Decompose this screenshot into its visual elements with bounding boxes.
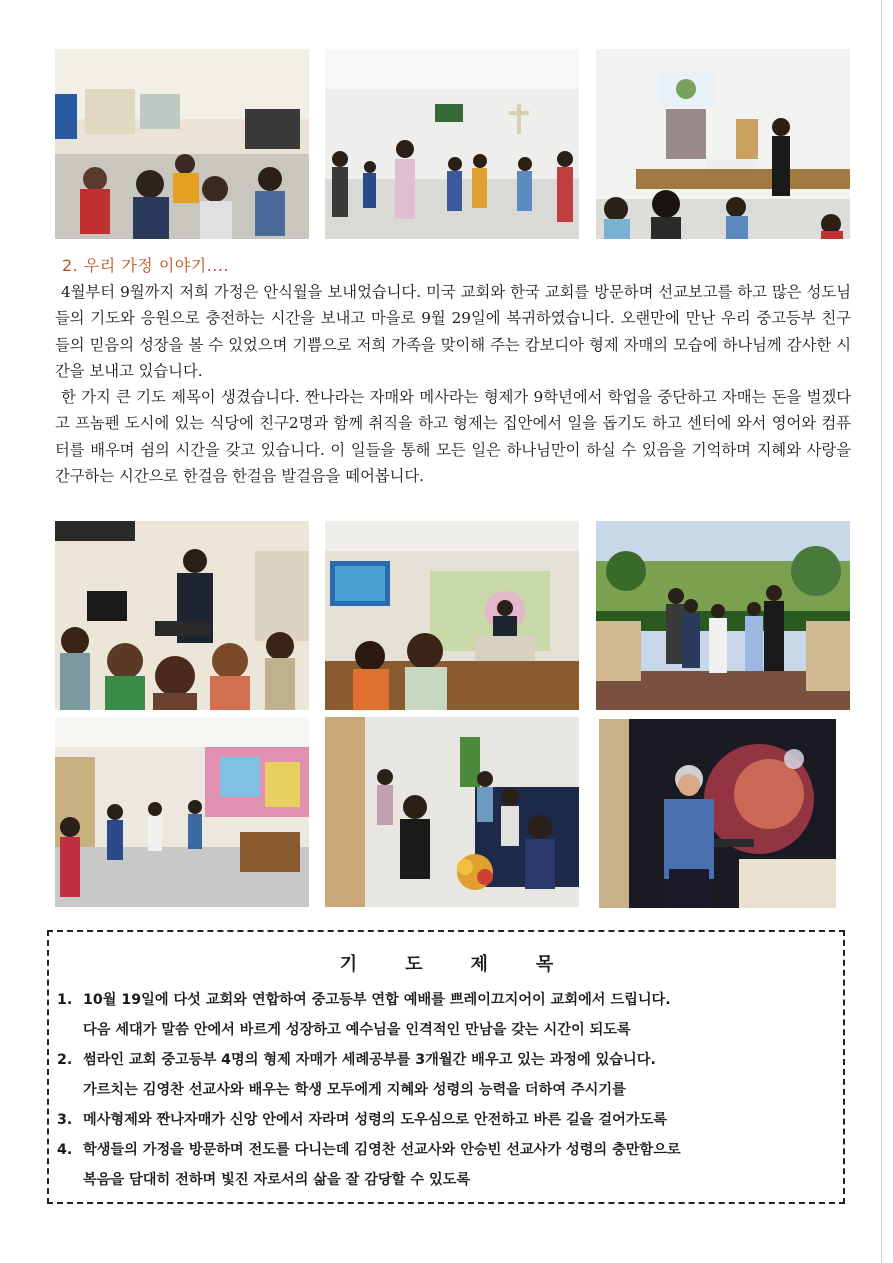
photo-stage-speaker — [596, 49, 850, 239]
prayer-item-number: 1. — [57, 992, 73, 1008]
prayer-item-line: 복음을 담대히 전하며 빛진 자로서의 삶을 잘 감당할 수 있도록 — [83, 1172, 471, 1188]
prayer-item-3 — [57, 1105, 842, 1135]
photo-pastor-preaching — [599, 719, 836, 908]
prayer-item-4 — [57, 1135, 842, 1195]
prayer-item-number: 4. — [57, 1142, 73, 1158]
prayer-item-1 — [57, 985, 842, 1045]
photo-classroom-gathering — [55, 49, 309, 239]
prayer-item-number: 3. — [57, 1112, 73, 1128]
photo-church-service — [325, 521, 579, 710]
prayer-title: 기도제목 — [339, 954, 602, 975]
prayer-item-line: 가르치는 김영찬 선교사와 배우는 학생 모두에게 지혜와 성령의 능력을 더하여 주시기를 — [83, 1082, 626, 1098]
story-body — [55, 279, 851, 489]
photo-children-worship — [325, 49, 579, 239]
photo-pastor-speaking — [55, 521, 309, 710]
prayer-item-2 — [57, 1045, 842, 1105]
photo-home-bible-study — [325, 717, 579, 907]
photo-living-room-meeting — [55, 717, 309, 907]
prayer-item-line: 썸라인 교회 중고등부 4명의 형제 자매가 세례공부를 3개월간 배우고 있는 과정에 있습니다. — [83, 1052, 656, 1068]
story-paragraph-2: 한 가지 큰 기도 제목이 생겼습니다. 짠나라는 자매와 메사라는 형제가 9학년에서 학업을 중단하고 자매는 돈을 벌겠다고 프놈펜 도시에 있는 식당에 친구2명과 함께 취직을 하고 형제는 집안에서 일을 돕기도 하고 센터에 와서 영어와 컴퓨터를 배우며 쉼의 시간을 갖고 있습니다. 이 일들을 통해 모든 일은 하나님만이 하실 수 있음을 기억하며 지혜와 사랑을 간구하는 시간으로 한걸음 한걸음 발걸음을 떼어봅니다. — [55, 388, 851, 486]
prayer-item-line: 10월 19일에 다섯 교회와 연합하여 중고등부 연합 예배를 쁘레이끄지어이 교회에서 드립니다. — [83, 992, 671, 1008]
prayer-item-line: 메사형제와 짠나자매가 신앙 안에서 자라며 성령의 도우심으로 안전하고 바른 길을 걸어가도록 — [83, 1112, 667, 1128]
section-heading: 2. 우리 가정 이야기.... — [62, 256, 230, 275]
prayer-item-line: 다음 세대가 말씀 안에서 바르게 성장하고 예수님을 인격적인 만남을 갖는 시간이 되도록 — [83, 1022, 631, 1038]
photo-family-outdoor — [596, 521, 850, 710]
prayer-item-line: 학생들의 가정을 방문하며 전도를 다니는데 김영찬 선교사와 안승빈 선교사가 성령의 충만함으로 — [83, 1142, 681, 1158]
prayer-item-number: 2. — [57, 1052, 73, 1068]
prayer-list — [57, 985, 842, 1195]
story-paragraph-1: 4월부터 9월까지 저희 가정은 안식월을 보내었습니다. 미국 교회와 한국 교회를 방문하며 선교보고를 하고 많은 성도님들의 기도와 응원으로 충전하는 시간을 보내고 마을로 9월 29일에 복귀하였습니다. 오랜만에 만난 우리 중고등부 친구들의 믿음의 성장을 볼 수 있었으며 기쁨으로 저희 가족을 맞이해 주는 캄보디아 형제 자매의 모습에 하나님께 감사한 시간을 보내고 있습니다. — [55, 283, 851, 380]
